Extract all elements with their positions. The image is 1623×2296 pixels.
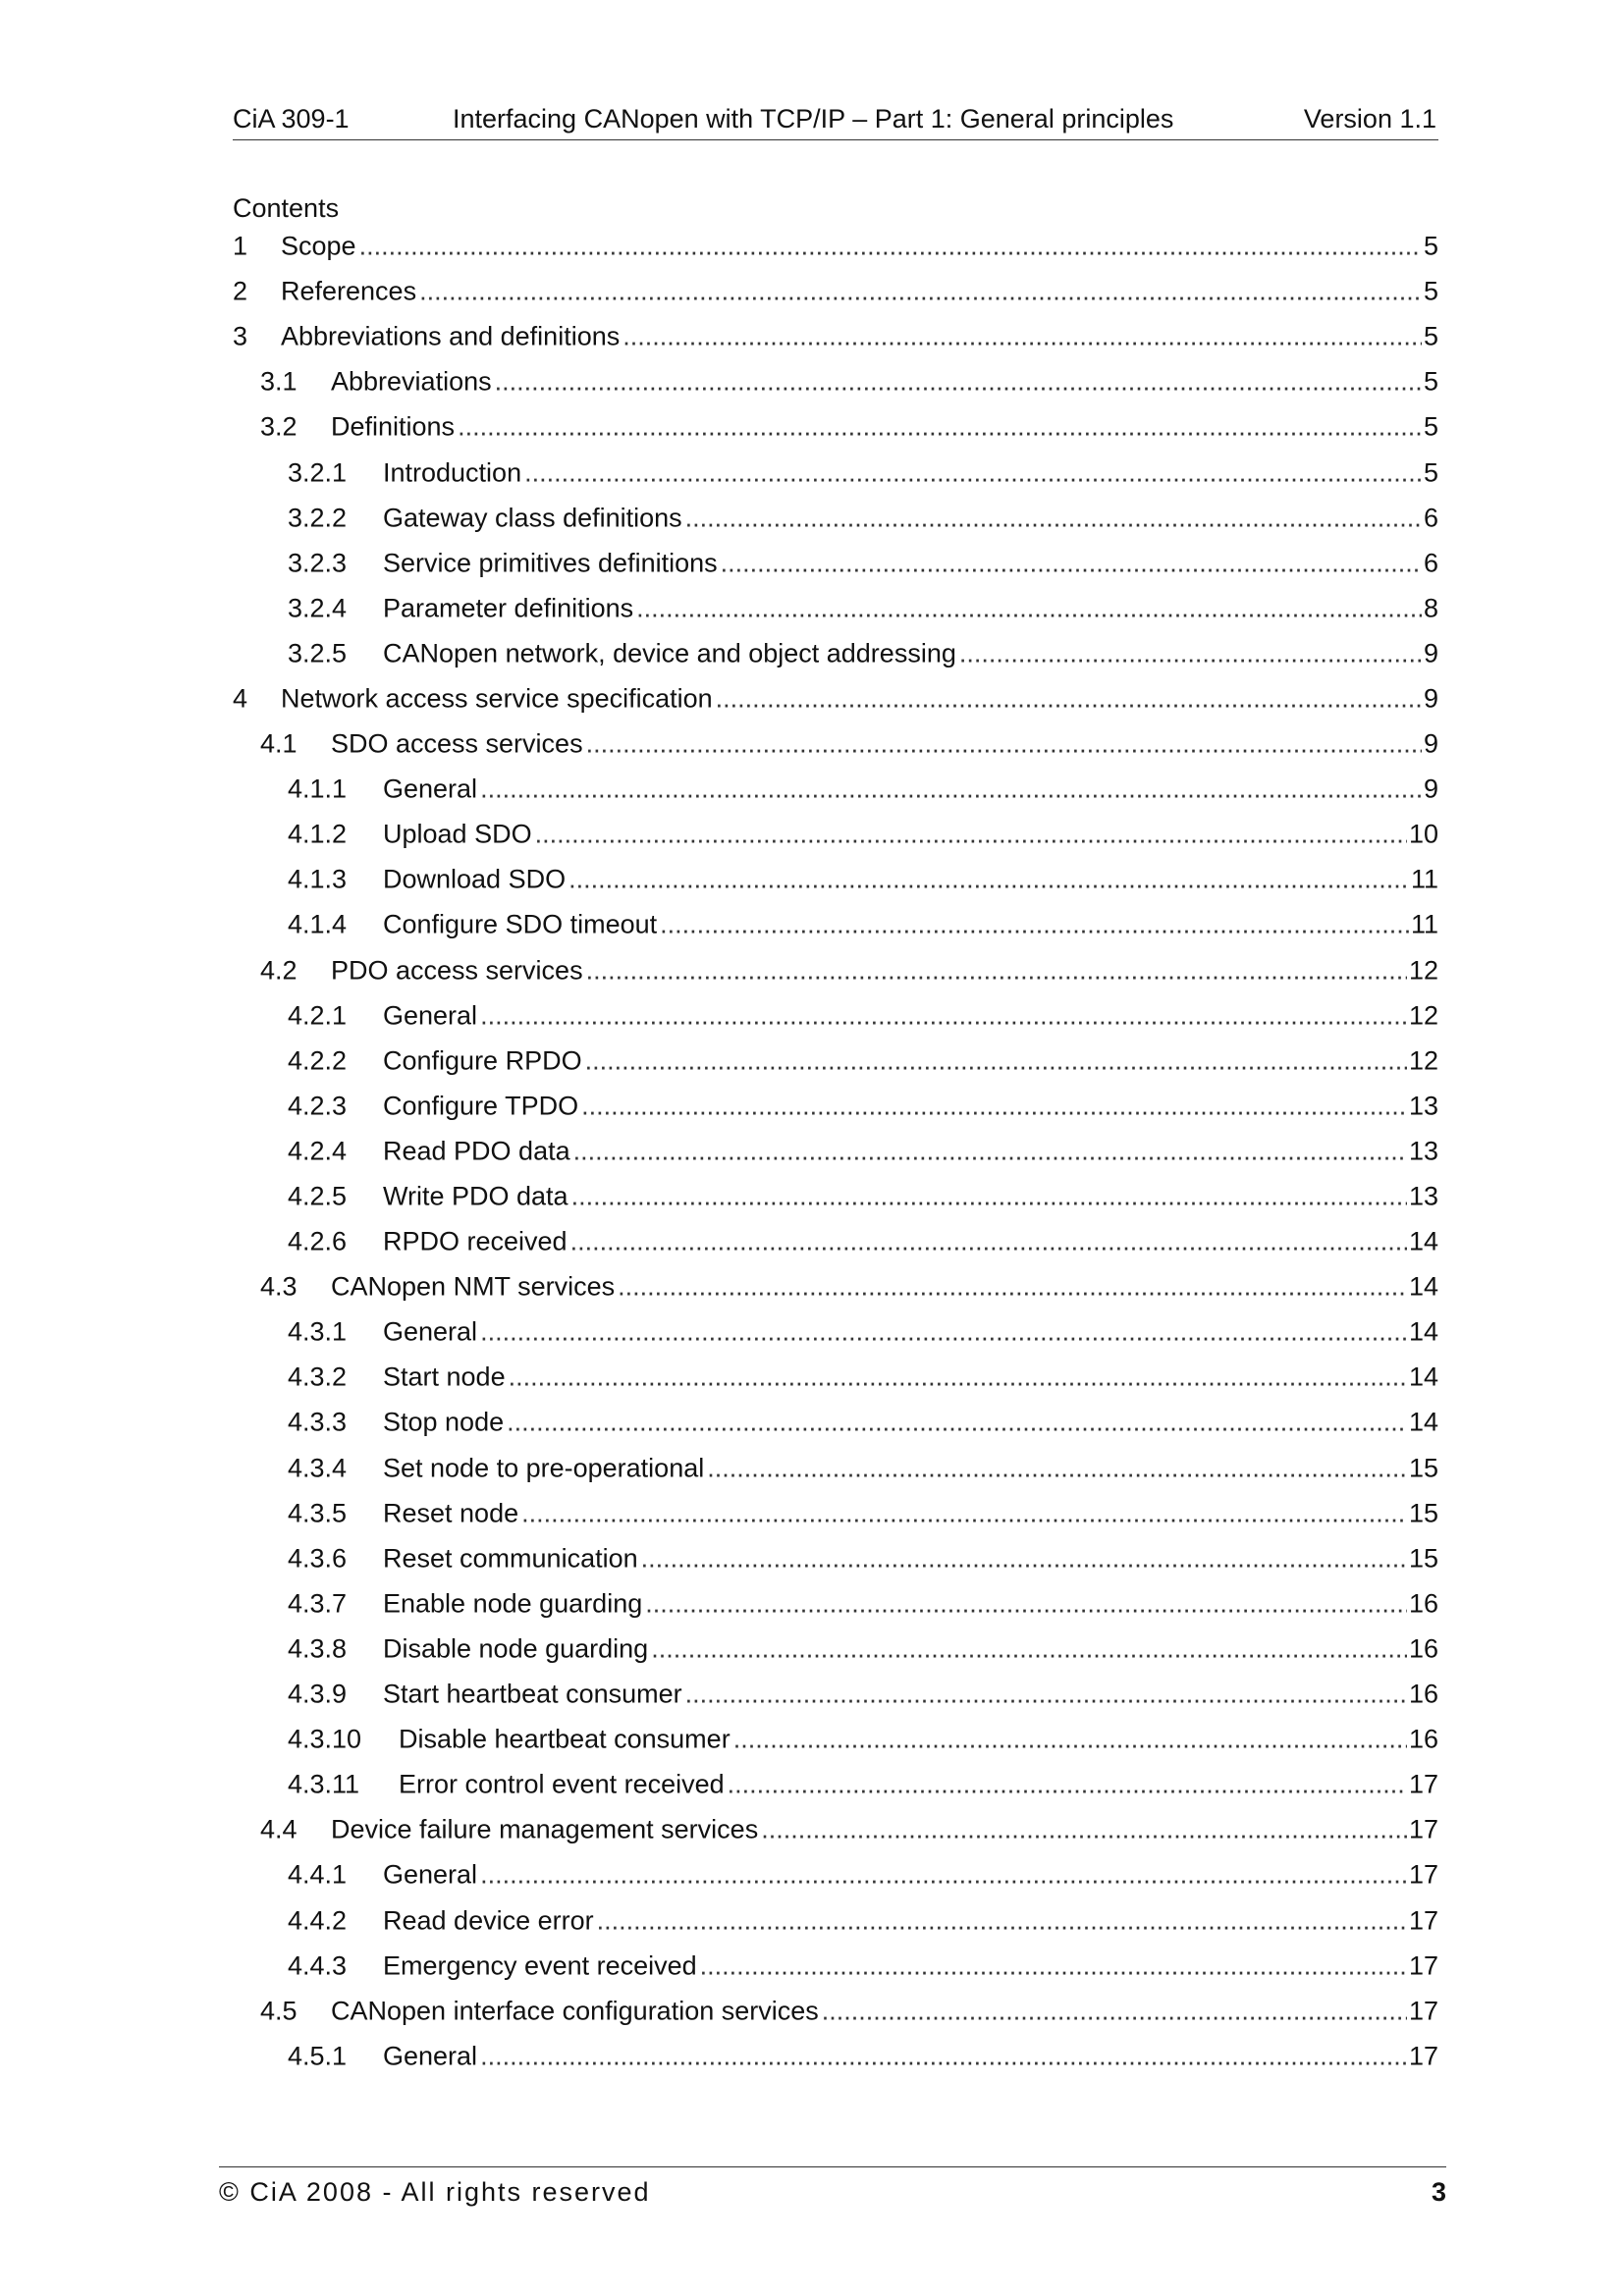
toc-entry-page: 16 [1408,1633,1438,1664]
toc-entry-page: 5 [1423,457,1438,488]
toc-entry[interactable] [233,359,1438,404]
toc-entry-title: CANopen NMT services [331,1272,618,1303]
toc-entry-title: RPDO received [383,1227,570,1257]
toc-entry[interactable] [233,1355,1438,1400]
toc-dot-leader [645,1588,1407,1619]
toc-entry-page: 13 [1408,1181,1438,1211]
toc-entry-row [331,955,1438,986]
toc-dot-leader [570,1227,1407,1257]
toc-entry-number: 4.2.3 [288,1091,348,1121]
toc-entry[interactable] [233,1672,1438,1717]
toc-entry-row [383,503,1438,533]
toc-entry-number: 4.1.3 [288,864,348,894]
toc-entry[interactable] [233,314,1438,359]
toc-entry-page: 6 [1423,548,1438,578]
toc-entry-row [383,1905,1438,1936]
toc-entry-page: 16 [1408,1679,1438,1709]
toc-entry-number: 4.3.2 [288,1362,348,1392]
toc-entry-number: 3.2.1 [288,457,348,488]
toc-dot-leader [618,1272,1407,1303]
contents-heading: Contents [233,193,340,223]
toc-entry-page: 13 [1408,1136,1438,1166]
toc-entry-page: 17 [1408,1769,1438,1799]
toc-entry-title: SDO access services [331,729,586,760]
toc-entry[interactable] [233,767,1438,812]
toc-entry-page: 14 [1408,1226,1438,1256]
toc-entry-title: Upload SDO [383,820,535,850]
toc-entry-number: 4.1.1 [288,774,348,804]
toc-entry-number: 4.1.2 [288,819,348,849]
toc-entry-page: 14 [1408,1271,1438,1302]
toc-entry-row [331,1272,1438,1303]
toc-entry-number: 3.2.4 [288,593,348,623]
toc-entry-title: Configure TPDO [383,1091,581,1121]
toc-entry[interactable] [233,1400,1438,1445]
toc-entry-title: Configure RPDO [383,1045,585,1076]
toc-entry-row [383,1136,1438,1166]
toc-entry-row [383,1633,1438,1664]
toc-entry-row [383,865,1438,895]
toc-dot-leader [419,277,1422,307]
toc-entry-number: 4.3.1 [288,1316,348,1347]
toc-entry[interactable] [233,224,1438,269]
toc-dot-leader [585,1045,1407,1076]
toc-entry-number: 4.2.5 [288,1181,348,1211]
toc-dot-leader [586,729,1422,760]
toc-entry-page: 15 [1408,1453,1438,1483]
toc-dot-leader [480,1000,1407,1031]
toc-entry[interactable] [233,1536,1438,1581]
document-version: Version 1.1 [1303,104,1436,133]
toc-entry-page: 5 [1423,321,1438,351]
toc-entry-title: Stop node [383,1408,507,1438]
toc-dot-leader [495,367,1422,398]
toc-entry-number: 4.3.5 [288,1498,348,1528]
toc-entry[interactable] [233,948,1438,993]
toc-entry-page: 17 [1408,1905,1438,1936]
toc-entry[interactable] [233,902,1438,947]
page-footer [219,2166,1446,2207]
toc-dot-leader [509,1362,1407,1393]
toc-entry-row [383,1950,1438,1981]
toc-dot-leader [573,1136,1407,1166]
toc-dot-leader [651,1633,1407,1664]
toc-entry[interactable] [233,1989,1438,2034]
toc-entry-title: Download SDO [383,865,568,895]
toc-entry[interactable] [233,721,1438,767]
toc-dot-leader [761,1815,1407,1845]
document-title: Interfacing CANopen with TCP/IP – Part 1: General principles [453,104,1174,133]
toc-entry-number: 4.2.1 [288,1000,348,1031]
toc-entry-number: 3.2.5 [288,638,348,668]
toc-entry[interactable] [233,1219,1438,1264]
toc-dot-leader [581,1091,1407,1121]
toc-dot-leader [597,1905,1407,1936]
toc-entry-row [399,1770,1438,1800]
toc-dot-leader [480,1860,1407,1891]
toc-entry-number: 4.3.4 [288,1453,348,1483]
toc-entry-title: Abbreviations and definitions [281,322,622,352]
toc-entry[interactable] [233,450,1438,495]
toc-entry-row [331,412,1438,443]
toc-entry-page: 17 [1408,2041,1438,2071]
toc-entry-row [383,1045,1438,1076]
toc-entry-number: 3 [233,321,248,351]
toc-dot-leader [458,412,1422,443]
toc-entry-title: Error control event received [399,1770,728,1800]
toc-entry-title: Start node [383,1362,509,1393]
toc-entry-page: 6 [1423,503,1438,533]
toc-entry-number: 4.2.4 [288,1136,348,1166]
toc-entry-row [383,1588,1438,1619]
toc-entry-title: Introduction [383,457,524,488]
toc-entry-page: 17 [1408,1950,1438,1981]
toc-entry-row [281,277,1438,307]
toc-entry-number: 4.4.1 [288,1859,348,1890]
toc-dot-leader [716,683,1422,714]
toc-dot-leader [480,774,1422,805]
toc-dot-leader [524,457,1422,488]
page-number: 3 [1431,2177,1446,2207]
toc-entry-title: Parameter definitions [383,593,636,623]
toc-dot-leader [733,1725,1407,1755]
toc-entry-page: 8 [1423,593,1438,623]
toc-entry-number: 1 [233,231,248,261]
toc-entry-number: 4.4.2 [288,1905,348,1936]
toc-entry[interactable] [233,269,1438,314]
toc-entry-number: 3.1 [260,366,298,397]
toc-entry-row [383,820,1438,850]
toc-entry-number: 4.2.6 [288,1226,348,1256]
toc-dot-leader [721,548,1422,578]
toc-entry-row [383,638,1438,668]
toc-dot-leader [521,1498,1407,1528]
toc-entry[interactable] [233,1491,1438,1536]
toc-entry-title: Emergency event received [383,1950,700,1981]
toc-entry-title: General [383,1000,480,1031]
page-header [233,102,1438,140]
toc-entry-title: Reset node [383,1498,521,1528]
toc-entry-page: 14 [1408,1407,1438,1437]
toc-entry[interactable] [233,1084,1438,1129]
toc-entry[interactable] [233,1762,1438,1807]
copyright-notice: © CiA 2008 - All rights reserved [219,2177,651,2207]
toc-entry-row [383,1680,1438,1710]
toc-entry-page: 12 [1408,1000,1438,1031]
toc-entry-number: 3.2.3 [288,548,348,578]
toc-dot-leader [700,1950,1407,1981]
toc-entry-title: General [383,1860,480,1891]
toc-entry-page: 5 [1423,231,1438,261]
toc-entry[interactable] [233,812,1438,857]
toc-entry-page: 14 [1408,1316,1438,1347]
toc-entry-number: 4.1.4 [288,909,348,939]
toc-dot-leader [507,1408,1407,1438]
toc-entry[interactable] [233,1129,1438,1174]
toc-entry-row [383,548,1438,578]
toc-entry-row [383,593,1438,623]
toc-entry-title: Reset communication [383,1543,641,1574]
toc-entry-page: 10 [1408,819,1438,849]
toc-entry-row [383,1091,1438,1121]
toc-entry-number: 4.5 [260,1996,298,2026]
toc-entry-row [383,1498,1438,1528]
toc-entry[interactable] [233,1717,1438,1762]
toc-entry[interactable] [233,1264,1438,1309]
toc-entry-title: Enable node guarding [383,1588,645,1619]
toc-entry-title: Service primitives definitions [383,548,721,578]
toc-entry[interactable] [233,2034,1438,2079]
toc-entry-title: CANopen network, device and object addressing [383,638,959,668]
toc-entry-page: 5 [1423,411,1438,442]
toc-entry-page: 17 [1408,1859,1438,1890]
toc-entry-number: 4.3.3 [288,1407,348,1437]
toc-entry-title: Scope [281,232,359,262]
toc-entry-page: 15 [1408,1498,1438,1528]
toc-entry-row [383,1543,1438,1574]
toc-entry-page: 12 [1408,1045,1438,1076]
toc-entry-row [331,1996,1438,2026]
toc-entry-title: Start heartbeat consumer [383,1680,685,1710]
toc-entry-page: 11 [1410,864,1438,894]
toc-entry[interactable] [233,676,1438,721]
toc-entry-row [383,1182,1438,1212]
toc-entry-number: 2 [233,276,248,306]
toc-dot-leader [685,1680,1407,1710]
toc-entry-number: 4 [233,683,248,714]
toc-entry[interactable] [233,1944,1438,1989]
toc-entry-number: 4.3.8 [288,1633,348,1664]
toc-dot-leader [660,910,1409,940]
toc-entry-number: 4.4 [260,1814,298,1844]
toc-entry-title: Set node to pre-operational [383,1453,707,1483]
toc-entry[interactable] [233,1852,1438,1897]
toc-entry[interactable] [233,1446,1438,1491]
toc-entry-title: PDO access services [331,955,586,986]
toc-entry-title: CANopen interface configuration services [331,1996,822,2026]
toc-entry-row [281,322,1438,352]
toc-entry-title: General [383,1317,480,1348]
toc-entry-number: 4.4.3 [288,1950,348,1981]
toc-dot-leader [480,1317,1407,1348]
toc-entry[interactable] [233,1039,1438,1084]
toc-entry-page: 17 [1408,1996,1438,2026]
toc-entry-title: Device failure management services [331,1815,761,1845]
toc-entry-row [331,729,1438,760]
toc-entry-title: Network access service specification [281,683,716,714]
toc-dot-leader [641,1543,1407,1574]
toc-entry-page: 12 [1408,955,1438,986]
toc-entry-row [383,1000,1438,1031]
toc-entry-title: Disable node guarding [383,1633,651,1664]
toc-entry-title: General [383,2041,480,2071]
toc-entry-number: 4.2 [260,955,298,986]
toc-entry-page: 9 [1423,774,1438,804]
toc-entry-row [281,232,1438,262]
toc-dot-leader [571,1182,1407,1212]
toc-entry-page: 17 [1408,1814,1438,1844]
toc-entry-title: Disable heartbeat consumer [399,1725,733,1755]
toc-entry-row [383,774,1438,805]
toc-entry-row [331,367,1438,398]
toc-entry[interactable] [233,857,1438,902]
toc-dot-leader [959,638,1422,668]
toc-entry-row [331,1815,1438,1845]
toc-entry-row [383,910,1438,940]
table-of-contents [233,224,1438,2079]
toc-entry-title: Read device error [383,1905,597,1936]
toc-entry-number: 3.2.2 [288,503,348,533]
toc-entry-page: 9 [1423,638,1438,668]
toc-entry-row [383,2041,1438,2071]
toc-dot-leader [586,955,1407,986]
toc-entry-title: Abbreviations [331,367,495,398]
toc-entry-page: 5 [1423,366,1438,397]
toc-entry-page: 9 [1423,728,1438,759]
toc-dot-leader [568,865,1409,895]
toc-entry[interactable] [233,1581,1438,1627]
toc-dot-leader [707,1453,1407,1483]
toc-entry-row [399,1725,1438,1755]
toc-entry-title: Configure SDO timeout [383,910,660,940]
toc-entry[interactable] [233,496,1438,541]
toc-entry-row [383,1362,1438,1393]
toc-entry[interactable] [233,541,1438,586]
toc-entry-title: Definitions [331,412,458,443]
toc-entry-title: Write PDO data [383,1182,571,1212]
toc-entry-page: 16 [1408,1588,1438,1619]
toc-entry[interactable] [233,404,1438,450]
toc-dot-leader [636,593,1422,623]
document-id: CiA 309-1 [233,104,350,133]
toc-entry-page: 14 [1408,1362,1438,1392]
toc-dot-leader [359,232,1422,262]
toc-entry-title: Gateway class definitions [383,503,685,533]
toc-entry-number: 4.5.1 [288,2041,348,2071]
toc-dot-leader [622,322,1422,352]
toc-entry-row [383,1453,1438,1483]
toc-dot-leader [685,503,1422,533]
toc-entry-page: 9 [1423,683,1438,714]
toc-dot-leader [822,1996,1407,2026]
toc-entry-number: 4.3.7 [288,1588,348,1619]
toc-entry[interactable] [233,1627,1438,1672]
toc-entry-title: Read PDO data [383,1136,573,1166]
toc-entry-page: 15 [1408,1543,1438,1574]
toc-entry-number: 4.3.10 [288,1724,362,1754]
toc-entry-number: 3.2 [260,411,298,442]
toc-entry-number: 4.3.6 [288,1543,348,1574]
toc-entry[interactable] [233,1807,1438,1852]
toc-entry-title: References [281,277,419,307]
toc-entry[interactable] [233,586,1438,631]
toc-entry-number: 4.3.9 [288,1679,348,1709]
toc-dot-leader [728,1770,1407,1800]
toc-entry[interactable] [233,993,1438,1039]
toc-entry[interactable] [233,1897,1438,1943]
toc-entry-row [281,683,1438,714]
toc-dot-leader [535,820,1407,850]
toc-entry-row [383,457,1438,488]
toc-entry-number: 4.2.2 [288,1045,348,1076]
toc-entry-number: 4.3.11 [288,1769,360,1799]
toc-entry[interactable] [233,631,1438,676]
toc-entry-page: 16 [1408,1724,1438,1754]
toc-entry-page: 13 [1408,1091,1438,1121]
toc-entry-row [383,1317,1438,1348]
toc-entry-row [383,1408,1438,1438]
toc-entry-row [383,1227,1438,1257]
toc-entry-page: 11 [1410,909,1438,939]
toc-entry[interactable] [233,1309,1438,1355]
toc-entry-page: 5 [1423,276,1438,306]
toc-entry-number: 4.1 [260,728,298,759]
toc-entry-title: General [383,774,480,805]
toc-dot-leader [480,2041,1407,2071]
toc-entry[interactable] [233,1174,1438,1219]
toc-entry-row [383,1860,1438,1891]
toc-entry-number: 4.3 [260,1271,298,1302]
